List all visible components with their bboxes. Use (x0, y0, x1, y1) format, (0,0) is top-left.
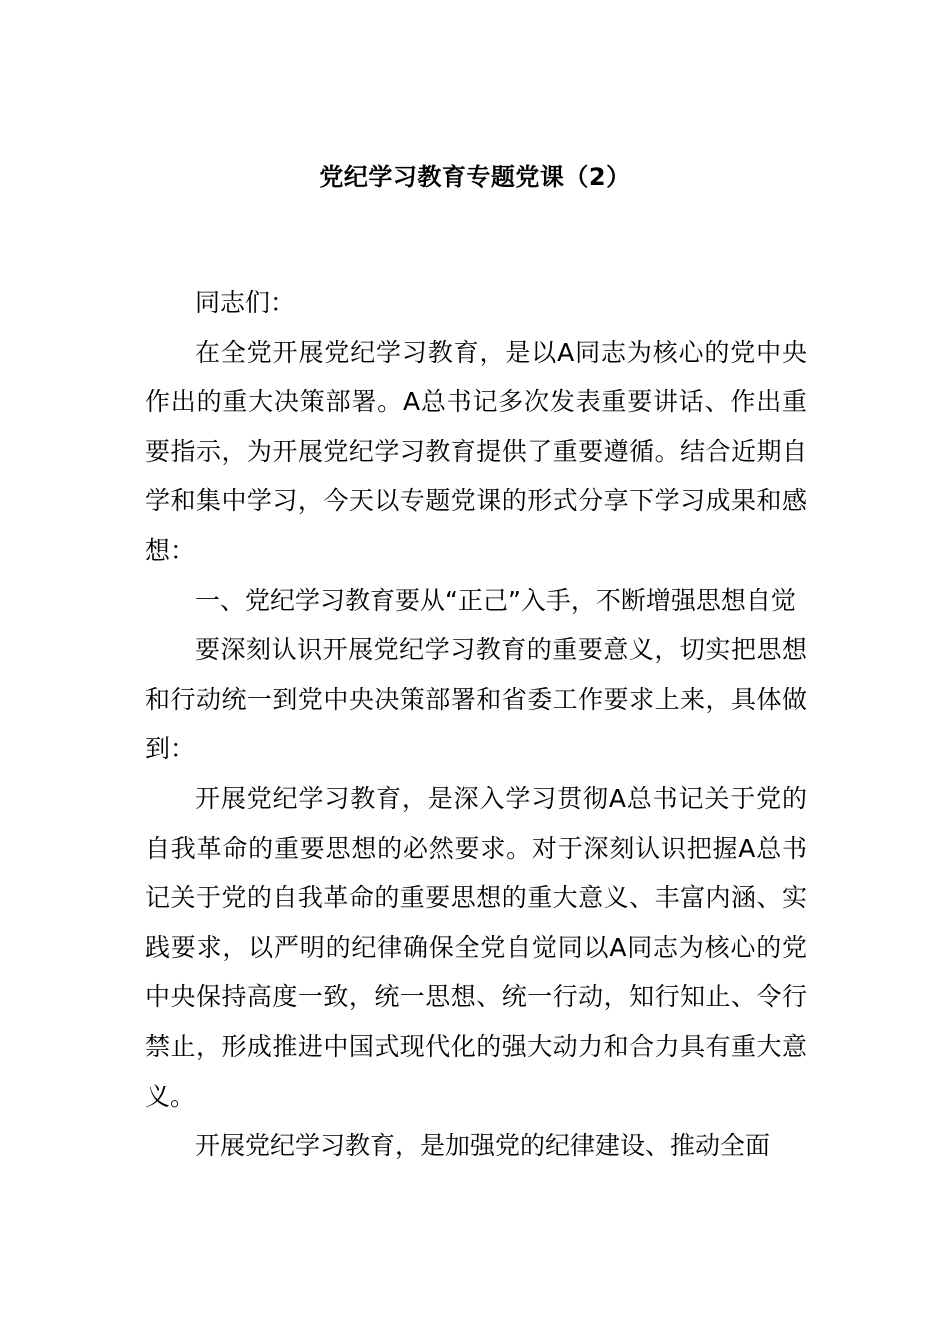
section-heading-1: 一、党纪学习教育要从“正己”入手，不断增强思想自觉 (195, 585, 796, 615)
document-body (145, 278, 807, 1171)
body-paragraph: 开展党纪学习教育，是加强党的纪律建设、推动全面 (195, 1131, 771, 1161)
greeting-paragraph: 同志们： (195, 288, 296, 317)
intro-paragraph: 在全党开展党纪学习教育，是以A同志为核心的党中央作出的重大决策部署。A总书记多次发表重要讲话、作出重要指示，为开展党纪学习教育提供了重要遵循。结合近期自学和集中学习，今天以专题党课的形式分享下学习成果和感想： (145, 337, 807, 565)
document-title: 党纪学习教育专题党课（2） (319, 163, 631, 191)
body-paragraph: 要深刻认识开展党纪学习教育的重要意义，切实把思想和行动统一到党中央决策部署和省委工作要求上来，具体做到： (145, 635, 807, 764)
body-paragraph: 开展党纪学习教育，是深入学习贯彻A总书记关于党的自我革命的重要思想的必然要求。对于深刻认识把握A总书记关于党的自我革命的重要思想的重大意义、丰富内涵、实践要求，以严明的纪律确保全党自觉同以A同志为核心的党中央保持高度一致，统一思想、统一行动，知行知止、令行禁止，形成推进中国式现代化的强大动力和合力具有重大意义。 (145, 783, 807, 1111)
